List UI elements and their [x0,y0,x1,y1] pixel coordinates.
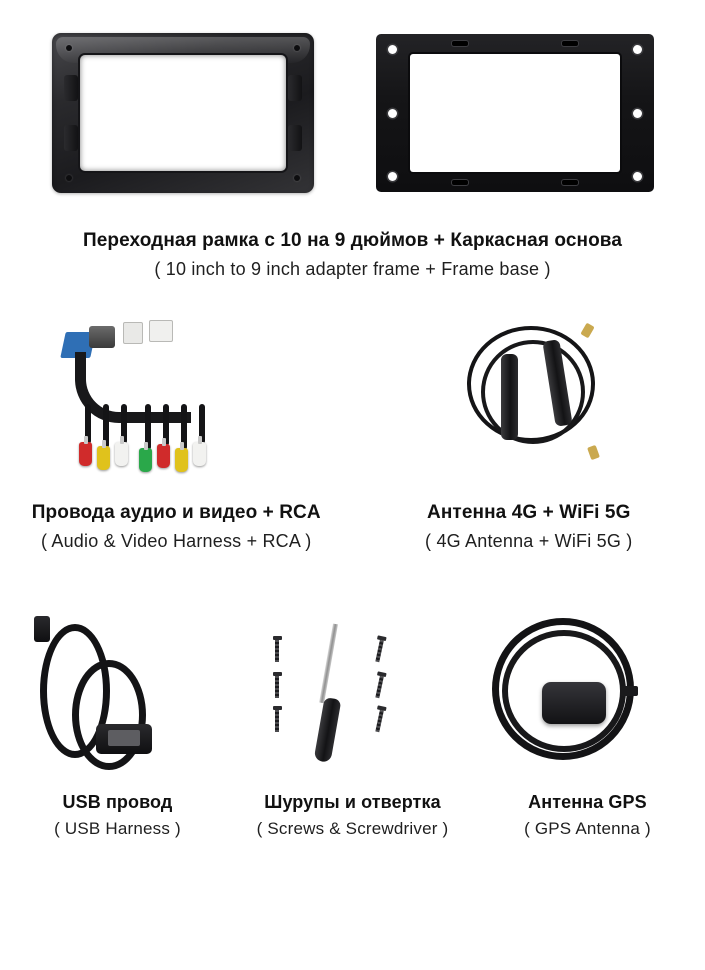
item-gps-antenna [470,606,705,839]
item-audio-video-harness [0,318,353,552]
section-accessories [0,606,705,839]
audio-video-harness-image [0,318,353,488]
screws-screwdriver-image [235,606,470,786]
antenna-caption-en: ( 4G Antenna + WiFi 5G ) [425,531,633,551]
screws-caption-ru: Шурупы и отвертка [264,792,441,812]
frames-caption-en: ( 10 inch to 9 inch adapter frame + Frame base ) [154,259,551,279]
usb-caption-en: ( USB Harness ) [54,819,181,838]
usb-caption-ru: USB провод [62,792,173,812]
frames-caption-ru: Переходная рамка с 10 на 9 дюймов + Каркасная основа [82,230,623,251]
gps-antenna-image [470,606,705,786]
harness-caption-en: ( Audio & Video Harness + RCA ) [40,531,312,551]
screws-caption-en: ( Screws & Screwdriver ) [256,819,449,838]
antenna-4g-wifi-image [353,318,705,488]
harness-caption-ru: Провода аудио и видео + RCA [31,502,321,523]
section-frames [0,0,705,280]
section-harness-antenna [0,318,705,552]
adapter-frame-image [52,33,314,193]
frame-base-image [376,34,654,192]
item-4g-wifi-antenna [353,318,705,552]
gps-caption-ru: Антенна GPS [528,792,647,812]
gps-caption-en: ( GPS Antenna ) [524,819,651,838]
usb-harness-image [0,606,235,786]
frames-image-row [0,28,705,198]
antenna-caption-ru: Антенна 4G + WiFi 5G [427,502,631,523]
item-screws-screwdriver [235,606,470,839]
item-usb-harness [0,606,235,839]
